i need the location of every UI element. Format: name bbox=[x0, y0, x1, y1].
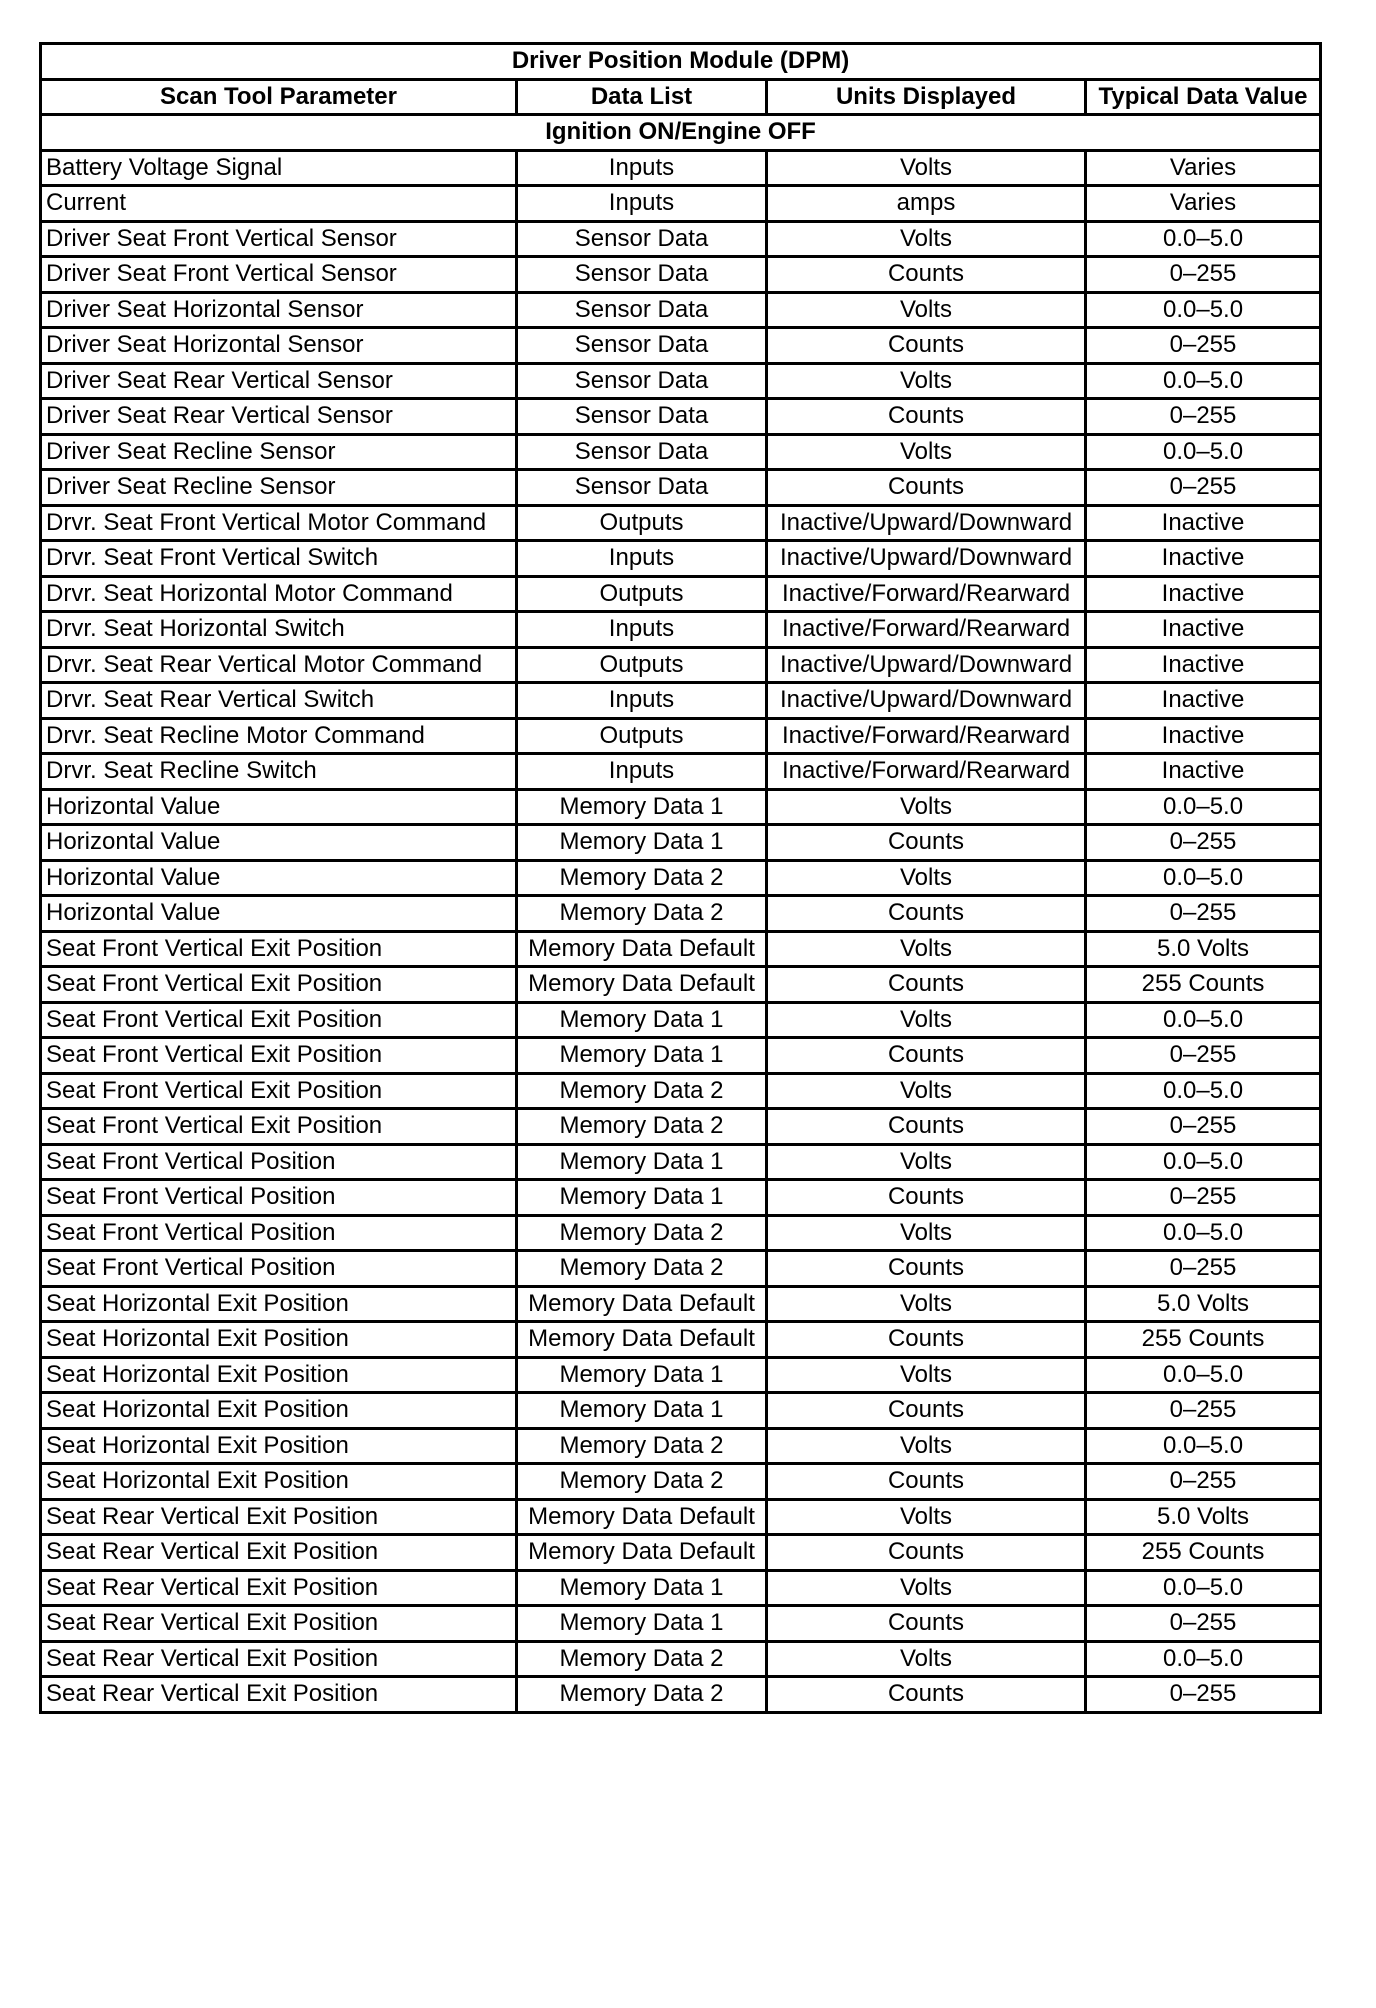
data-list-cell: Inputs bbox=[517, 541, 767, 577]
typical-value-cell: 255 Counts bbox=[1086, 967, 1321, 1003]
data-list-cell: Memory Data Default bbox=[517, 967, 767, 1003]
table-title: Driver Position Module (DPM) bbox=[41, 44, 1321, 80]
table-row bbox=[41, 1393, 1321, 1429]
data-list-cell: Sensor Data bbox=[517, 399, 767, 435]
typical-value-cell: Inactive bbox=[1086, 612, 1321, 648]
units-cell: Inactive/Forward/Rearward bbox=[767, 576, 1086, 612]
table-row bbox=[41, 576, 1321, 612]
units-cell: Counts bbox=[767, 257, 1086, 293]
table-row bbox=[41, 967, 1321, 1003]
data-list-cell: Memory Data 1 bbox=[517, 1180, 767, 1216]
header-typical-data-value: Typical Data Value bbox=[1086, 79, 1321, 115]
data-list-cell: Sensor Data bbox=[517, 363, 767, 399]
table-row bbox=[41, 1038, 1321, 1074]
units-cell: Inactive/Upward/Downward bbox=[767, 647, 1086, 683]
typical-value-cell: 0–255 bbox=[1086, 896, 1321, 932]
units-cell: Counts bbox=[767, 1393, 1086, 1429]
typical-value-cell: 0.0–5.0 bbox=[1086, 1215, 1321, 1251]
parameter-cell: Seat Rear Vertical Exit Position bbox=[41, 1677, 517, 1713]
typical-value-cell: 0.0–5.0 bbox=[1086, 363, 1321, 399]
units-cell: Counts bbox=[767, 1606, 1086, 1642]
units-cell: Counts bbox=[767, 896, 1086, 932]
units-cell: Counts bbox=[767, 825, 1086, 861]
units-cell: Inactive/Forward/Rearward bbox=[767, 718, 1086, 754]
typical-value-cell: 0–255 bbox=[1086, 1393, 1321, 1429]
units-cell: Inactive/Upward/Downward bbox=[767, 541, 1086, 577]
typical-value-cell: 255 Counts bbox=[1086, 1322, 1321, 1358]
units-cell: Volts bbox=[767, 1073, 1086, 1109]
parameter-cell: Drvr. Seat Recline Motor Command bbox=[41, 718, 517, 754]
table-row bbox=[41, 825, 1321, 861]
typical-value-cell: 0–255 bbox=[1086, 1109, 1321, 1145]
table-row bbox=[41, 541, 1321, 577]
parameter-cell: Drvr. Seat Rear Vertical Motor Command bbox=[41, 647, 517, 683]
units-cell: Counts bbox=[767, 1464, 1086, 1500]
data-list-cell: Outputs bbox=[517, 718, 767, 754]
section-row bbox=[41, 115, 1321, 151]
data-list-cell: Memory Data 1 bbox=[517, 1606, 767, 1642]
parameter-cell: Seat Horizontal Exit Position bbox=[41, 1393, 517, 1429]
data-list-cell: Memory Data 1 bbox=[517, 1393, 767, 1429]
table-row bbox=[41, 647, 1321, 683]
parameter-cell: Drvr. Seat Recline Switch bbox=[41, 754, 517, 790]
table-row bbox=[41, 754, 1321, 790]
units-cell: Inactive/Forward/Rearward bbox=[767, 612, 1086, 648]
table-row bbox=[41, 328, 1321, 364]
table-row bbox=[41, 1535, 1321, 1571]
typical-value-cell: 0–255 bbox=[1086, 1180, 1321, 1216]
data-list-cell: Inputs bbox=[517, 150, 767, 186]
data-list-cell: Inputs bbox=[517, 683, 767, 719]
parameter-cell: Drvr. Seat Front Vertical Switch bbox=[41, 541, 517, 577]
parameter-cell: Driver Seat Recline Sensor bbox=[41, 434, 517, 470]
data-list-cell: Inputs bbox=[517, 754, 767, 790]
units-cell: Volts bbox=[767, 1215, 1086, 1251]
typical-value-cell: 0–255 bbox=[1086, 1606, 1321, 1642]
parameter-cell: Seat Horizontal Exit Position bbox=[41, 1322, 517, 1358]
data-list-cell: Inputs bbox=[517, 186, 767, 222]
units-cell: Inactive/Upward/Downward bbox=[767, 683, 1086, 719]
units-cell: Counts bbox=[767, 967, 1086, 1003]
parameter-cell: Driver Seat Horizontal Sensor bbox=[41, 292, 517, 328]
data-list-cell: Outputs bbox=[517, 505, 767, 541]
data-list-cell: Memory Data 2 bbox=[517, 1073, 767, 1109]
table-row bbox=[41, 1251, 1321, 1287]
data-list-cell: Memory Data 2 bbox=[517, 1251, 767, 1287]
section-title: Ignition ON/Engine OFF bbox=[41, 115, 1321, 151]
dpm-data-table bbox=[39, 42, 1322, 1714]
table-row bbox=[41, 718, 1321, 754]
table-row bbox=[41, 150, 1321, 186]
units-cell: Inactive/Upward/Downward bbox=[767, 505, 1086, 541]
header-scan-tool-parameter: Scan Tool Parameter bbox=[41, 79, 517, 115]
units-cell: Volts bbox=[767, 1144, 1086, 1180]
data-list-cell: Inputs bbox=[517, 612, 767, 648]
table-row bbox=[41, 186, 1321, 222]
table-title-row bbox=[41, 44, 1321, 80]
data-list-cell: Sensor Data bbox=[517, 292, 767, 328]
typical-value-cell: 0.0–5.0 bbox=[1086, 292, 1321, 328]
units-cell: Volts bbox=[767, 434, 1086, 470]
data-list-cell: Memory Data 1 bbox=[517, 1357, 767, 1393]
data-list-cell: Memory Data Default bbox=[517, 1499, 767, 1535]
data-list-cell: Outputs bbox=[517, 647, 767, 683]
typical-value-cell: 0–255 bbox=[1086, 1038, 1321, 1074]
parameter-cell: Battery Voltage Signal bbox=[41, 150, 517, 186]
table-row bbox=[41, 434, 1321, 470]
units-cell: Volts bbox=[767, 860, 1086, 896]
data-list-cell: Memory Data Default bbox=[517, 1322, 767, 1358]
units-cell: Inactive/Forward/Rearward bbox=[767, 754, 1086, 790]
units-cell: Counts bbox=[767, 1180, 1086, 1216]
typical-value-cell: 0.0–5.0 bbox=[1086, 1357, 1321, 1393]
parameter-cell: Seat Front Vertical Position bbox=[41, 1251, 517, 1287]
units-cell: Counts bbox=[767, 399, 1086, 435]
parameter-cell: Seat Horizontal Exit Position bbox=[41, 1428, 517, 1464]
units-cell: Counts bbox=[767, 1677, 1086, 1713]
parameter-cell: Seat Front Vertical Exit Position bbox=[41, 931, 517, 967]
data-list-cell: Memory Data 1 bbox=[517, 1038, 767, 1074]
table-row bbox=[41, 505, 1321, 541]
table-header-row bbox=[41, 79, 1321, 115]
units-cell: Volts bbox=[767, 221, 1086, 257]
parameter-cell: Seat Front Vertical Exit Position bbox=[41, 1073, 517, 1109]
units-cell: Counts bbox=[767, 1251, 1086, 1287]
table-row bbox=[41, 683, 1321, 719]
typical-value-cell: Inactive bbox=[1086, 683, 1321, 719]
typical-value-cell: 0.0–5.0 bbox=[1086, 1570, 1321, 1606]
units-cell: Volts bbox=[767, 1570, 1086, 1606]
parameter-cell: Driver Seat Recline Sensor bbox=[41, 470, 517, 506]
data-list-cell: Memory Data 2 bbox=[517, 1464, 767, 1500]
parameter-cell: Horizontal Value bbox=[41, 825, 517, 861]
parameter-cell: Seat Front Vertical Exit Position bbox=[41, 967, 517, 1003]
data-list-cell: Memory Data 1 bbox=[517, 825, 767, 861]
parameter-cell: Seat Rear Vertical Exit Position bbox=[41, 1570, 517, 1606]
data-list-cell: Memory Data 2 bbox=[517, 1677, 767, 1713]
parameter-cell: Seat Front Vertical Exit Position bbox=[41, 1109, 517, 1145]
parameter-cell: Seat Horizontal Exit Position bbox=[41, 1286, 517, 1322]
units-cell: Counts bbox=[767, 470, 1086, 506]
header-data-list: Data List bbox=[517, 79, 767, 115]
data-list-cell: Sensor Data bbox=[517, 257, 767, 293]
typical-value-cell: 0.0–5.0 bbox=[1086, 860, 1321, 896]
units-cell: Counts bbox=[767, 1109, 1086, 1145]
typical-value-cell: 5.0 Volts bbox=[1086, 1499, 1321, 1535]
table-row bbox=[41, 470, 1321, 506]
typical-value-cell: 0.0–5.0 bbox=[1086, 1428, 1321, 1464]
units-cell: Volts bbox=[767, 1002, 1086, 1038]
typical-value-cell: Inactive bbox=[1086, 505, 1321, 541]
parameter-cell: Seat Front Vertical Position bbox=[41, 1144, 517, 1180]
data-list-cell: Sensor Data bbox=[517, 470, 767, 506]
data-list-cell: Memory Data 2 bbox=[517, 896, 767, 932]
table-row bbox=[41, 1464, 1321, 1500]
units-cell: Volts bbox=[767, 789, 1086, 825]
table-row bbox=[41, 612, 1321, 648]
data-list-cell: Memory Data 1 bbox=[517, 1144, 767, 1180]
units-cell: amps bbox=[767, 186, 1086, 222]
units-cell: Volts bbox=[767, 931, 1086, 967]
data-list-cell: Memory Data 1 bbox=[517, 789, 767, 825]
typical-value-cell: Varies bbox=[1086, 186, 1321, 222]
table-row bbox=[41, 1215, 1321, 1251]
parameter-cell: Drvr. Seat Rear Vertical Switch bbox=[41, 683, 517, 719]
typical-value-cell: 0–255 bbox=[1086, 1251, 1321, 1287]
data-list-cell: Memory Data 2 bbox=[517, 1215, 767, 1251]
parameter-cell: Drvr. Seat Horizontal Motor Command bbox=[41, 576, 517, 612]
typical-value-cell: Inactive bbox=[1086, 647, 1321, 683]
table-body bbox=[41, 44, 1321, 1713]
table-row bbox=[41, 292, 1321, 328]
table-row bbox=[41, 1606, 1321, 1642]
table-row bbox=[41, 1677, 1321, 1713]
parameter-cell: Drvr. Seat Front Vertical Motor Command bbox=[41, 505, 517, 541]
parameter-cell: Driver Seat Horizontal Sensor bbox=[41, 328, 517, 364]
table-row bbox=[41, 399, 1321, 435]
table-row bbox=[41, 1144, 1321, 1180]
table-row bbox=[41, 1322, 1321, 1358]
typical-value-cell: 0–255 bbox=[1086, 1677, 1321, 1713]
table-row bbox=[41, 221, 1321, 257]
typical-value-cell: Inactive bbox=[1086, 576, 1321, 612]
units-cell: Counts bbox=[767, 1535, 1086, 1571]
table-row bbox=[41, 1002, 1321, 1038]
table-row bbox=[41, 896, 1321, 932]
table-row bbox=[41, 257, 1321, 293]
parameter-cell: Seat Horizontal Exit Position bbox=[41, 1357, 517, 1393]
typical-value-cell: 0.0–5.0 bbox=[1086, 221, 1321, 257]
parameter-cell: Seat Rear Vertical Exit Position bbox=[41, 1499, 517, 1535]
data-list-cell: Memory Data 2 bbox=[517, 860, 767, 896]
table-row bbox=[41, 1357, 1321, 1393]
typical-value-cell: 5.0 Volts bbox=[1086, 1286, 1321, 1322]
units-cell: Volts bbox=[767, 1641, 1086, 1677]
units-cell: Counts bbox=[767, 1038, 1086, 1074]
table-row bbox=[41, 1109, 1321, 1145]
parameter-cell: Seat Front Vertical Exit Position bbox=[41, 1038, 517, 1074]
parameter-cell: Horizontal Value bbox=[41, 789, 517, 825]
units-cell: Volts bbox=[767, 363, 1086, 399]
table-row bbox=[41, 1286, 1321, 1322]
parameter-cell: Seat Front Vertical Exit Position bbox=[41, 1002, 517, 1038]
typical-value-cell: 0–255 bbox=[1086, 825, 1321, 861]
typical-value-cell: 0.0–5.0 bbox=[1086, 1641, 1321, 1677]
typical-value-cell: 0–255 bbox=[1086, 399, 1321, 435]
parameter-cell: Seat Front Vertical Position bbox=[41, 1215, 517, 1251]
data-list-cell: Memory Data 2 bbox=[517, 1428, 767, 1464]
table-row bbox=[41, 1499, 1321, 1535]
data-list-cell: Memory Data Default bbox=[517, 1535, 767, 1571]
table-row bbox=[41, 860, 1321, 896]
typical-value-cell: 0–255 bbox=[1086, 257, 1321, 293]
data-list-cell: Memory Data 2 bbox=[517, 1109, 767, 1145]
parameter-cell: Driver Seat Front Vertical Sensor bbox=[41, 257, 517, 293]
data-list-cell: Sensor Data bbox=[517, 434, 767, 470]
parameter-cell: Driver Seat Rear Vertical Sensor bbox=[41, 399, 517, 435]
typical-value-cell: 0.0–5.0 bbox=[1086, 1002, 1321, 1038]
typical-value-cell: 5.0 Volts bbox=[1086, 931, 1321, 967]
data-list-cell: Memory Data Default bbox=[517, 1286, 767, 1322]
units-cell: Counts bbox=[767, 1322, 1086, 1358]
data-list-cell: Memory Data 1 bbox=[517, 1002, 767, 1038]
parameter-cell: Seat Front Vertical Position bbox=[41, 1180, 517, 1216]
typical-value-cell: 0.0–5.0 bbox=[1086, 1073, 1321, 1109]
parameter-cell: Seat Rear Vertical Exit Position bbox=[41, 1535, 517, 1571]
typical-value-cell: Inactive bbox=[1086, 541, 1321, 577]
data-list-cell: Memory Data 2 bbox=[517, 1641, 767, 1677]
table-row bbox=[41, 1180, 1321, 1216]
table-row bbox=[41, 1570, 1321, 1606]
typical-value-cell: 0.0–5.0 bbox=[1086, 789, 1321, 825]
units-cell: Volts bbox=[767, 1428, 1086, 1464]
units-cell: Counts bbox=[767, 328, 1086, 364]
typical-value-cell: Inactive bbox=[1086, 718, 1321, 754]
parameter-cell: Horizontal Value bbox=[41, 860, 517, 896]
table-row bbox=[41, 789, 1321, 825]
parameter-cell: Driver Seat Front Vertical Sensor bbox=[41, 221, 517, 257]
typical-value-cell: 0–255 bbox=[1086, 1464, 1321, 1500]
parameter-cell: Drvr. Seat Horizontal Switch bbox=[41, 612, 517, 648]
units-cell: Volts bbox=[767, 1286, 1086, 1322]
table-row bbox=[41, 1073, 1321, 1109]
typical-value-cell: Inactive bbox=[1086, 754, 1321, 790]
data-list-cell: Sensor Data bbox=[517, 221, 767, 257]
units-cell: Volts bbox=[767, 150, 1086, 186]
typical-value-cell: 0.0–5.0 bbox=[1086, 1144, 1321, 1180]
parameter-cell: Driver Seat Rear Vertical Sensor bbox=[41, 363, 517, 399]
data-list-cell: Memory Data Default bbox=[517, 931, 767, 967]
typical-value-cell: Varies bbox=[1086, 150, 1321, 186]
typical-value-cell: 0–255 bbox=[1086, 470, 1321, 506]
data-list-cell: Memory Data 1 bbox=[517, 1570, 767, 1606]
parameter-cell: Seat Rear Vertical Exit Position bbox=[41, 1606, 517, 1642]
typical-value-cell: 255 Counts bbox=[1086, 1535, 1321, 1571]
typical-value-cell: 0–255 bbox=[1086, 328, 1321, 364]
parameter-cell: Horizontal Value bbox=[41, 896, 517, 932]
table-row bbox=[41, 1641, 1321, 1677]
table-row bbox=[41, 931, 1321, 967]
units-cell: Volts bbox=[767, 292, 1086, 328]
typical-value-cell: 0.0–5.0 bbox=[1086, 434, 1321, 470]
parameter-cell: Seat Horizontal Exit Position bbox=[41, 1464, 517, 1500]
units-cell: Volts bbox=[767, 1499, 1086, 1535]
header-units-displayed: Units Displayed bbox=[767, 79, 1086, 115]
parameter-cell: Current bbox=[41, 186, 517, 222]
data-list-cell: Sensor Data bbox=[517, 328, 767, 364]
data-list-cell: Outputs bbox=[517, 576, 767, 612]
parameter-cell: Seat Rear Vertical Exit Position bbox=[41, 1641, 517, 1677]
units-cell: Volts bbox=[767, 1357, 1086, 1393]
table-row bbox=[41, 363, 1321, 399]
table-row bbox=[41, 1428, 1321, 1464]
